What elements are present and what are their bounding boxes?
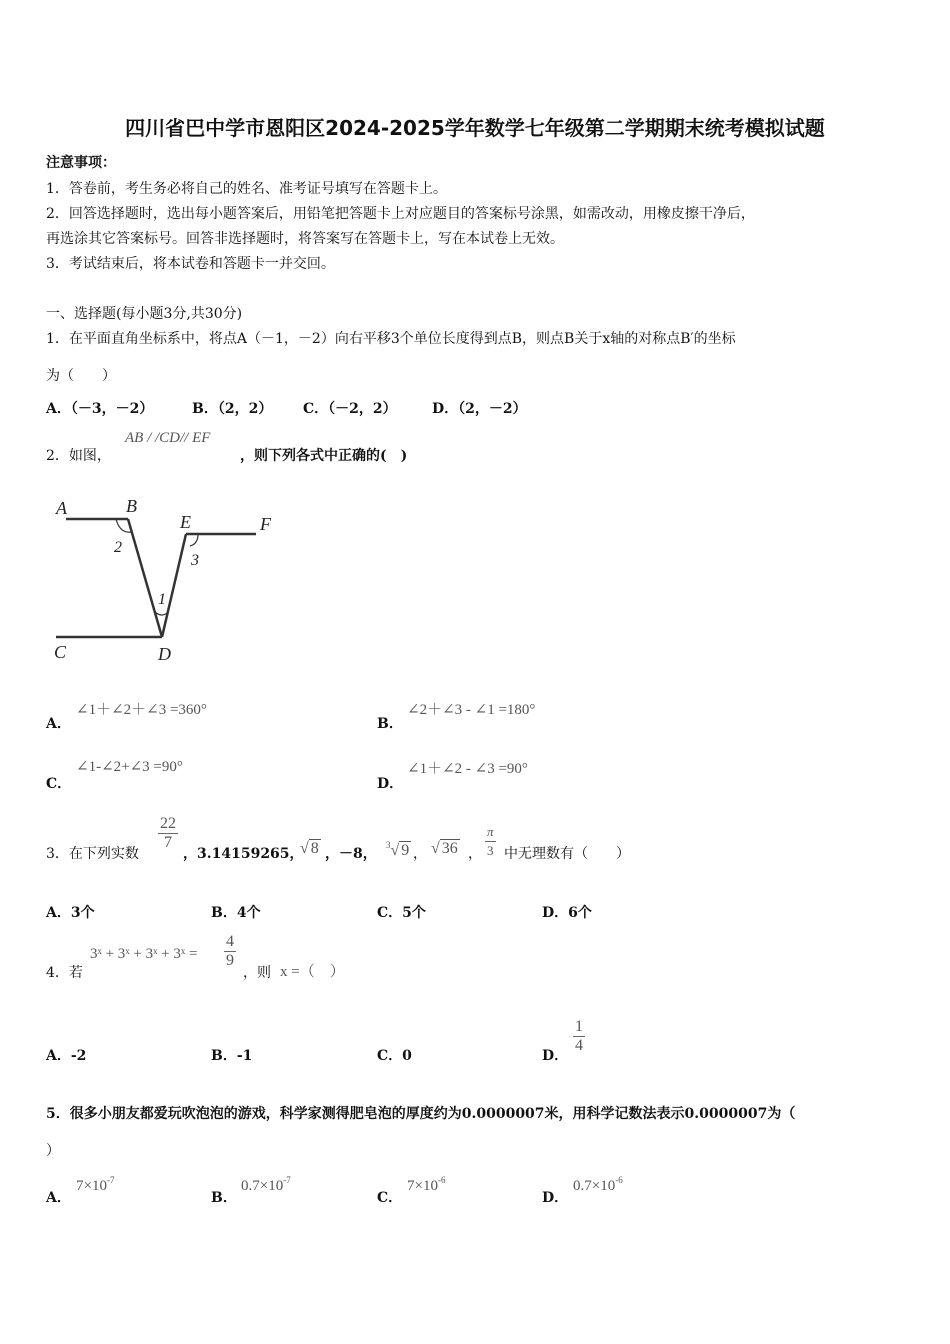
q2-math: AB / /CD// EF <box>125 430 211 446</box>
q5-d-exp: -6 <box>615 1175 623 1185</box>
q3-cbrt-9-value: 9 <box>401 842 410 859</box>
figure-label-b: B <box>126 496 137 516</box>
q5-option-d-math <box>573 1175 623 1195</box>
parallel-lines-figure <box>46 490 286 670</box>
note-3: 3．考试结束后，将本试卷和答题卡一并交回。 <box>46 256 335 272</box>
figure-label-e: E <box>180 512 191 532</box>
q3-sqrt-8-value: 8 <box>310 840 319 857</box>
q2-prefix: 2．如图， <box>46 448 111 464</box>
q1-stem: 1．在平面直角坐标系中，将点A（－1，－2）向右平移3个单位长度得到点B，则点B关于x轴的对称点B′的坐标 <box>46 331 736 347</box>
q5-option-b-label: B． <box>211 1190 237 1206</box>
q4-option-a: A．-2 <box>46 1048 87 1064</box>
page-title: 四川省巴中学市恩阳区2024-2025学年数学七年级第二学期期末统考模拟试题 <box>125 116 825 140</box>
q2-option-a-math: ∠1＋∠2＋∠3 =360° <box>76 702 207 718</box>
q5-option-a-math <box>76 1175 114 1195</box>
q5-b-exp: -7 <box>283 1175 291 1185</box>
q2-suffix: ，则下列各式中正确的( ) <box>240 448 408 464</box>
q4-option-b: B．-1 <box>211 1048 253 1064</box>
q3-fraction-den: 7 <box>164 834 172 851</box>
q3-option-a: A．3个 <box>46 905 95 921</box>
q4-prefix: 4．若 <box>46 965 83 981</box>
q4-fraction-num: 4 <box>226 933 234 950</box>
q1-option-d: D．（2，－2） <box>432 401 527 417</box>
q3-sqrt-36: √ 36 <box>431 840 458 857</box>
q3-prefix: 3．在下列实数 <box>46 846 139 862</box>
q3-sqrt-8: √ 8 <box>300 840 319 857</box>
q1-option-c: C．（－2，2） <box>303 401 397 417</box>
q3-cbrt-9: $^3$√ 9 <box>386 840 410 859</box>
q4-fraction <box>224 933 236 970</box>
note-2a: 2．回答选择题时，选出每小题答案后，用铅笔把答题卡上对应题目的答案标号涂黑，如需改动，用橡皮擦干净后， <box>46 206 755 222</box>
q3-s3: ， <box>413 846 427 862</box>
q3-suffix: 中无理数有（ ） <box>504 846 630 862</box>
q3-fraction-22-7 <box>158 815 178 852</box>
q3-pi-num: π <box>485 823 496 842</box>
q1-option-b: B．（2，2） <box>192 401 273 417</box>
angle-1-label: 1 <box>158 591 166 608</box>
q2-option-b-math: ∠2＋∠3 - ∠1 =180° <box>407 702 536 718</box>
q5-option-a-label: A． <box>46 1190 71 1206</box>
q3-s2: ，－8， <box>325 846 377 862</box>
section-heading: 一、选择题(每小题3分,共30分) <box>46 306 243 322</box>
q2-option-b-label: B． <box>377 716 403 732</box>
q4-x: x =（ ） <box>280 964 345 980</box>
q2-option-a-label: A． <box>46 716 71 732</box>
q1-stem-2: 为（ ） <box>46 368 116 384</box>
note-2b: 再选涂其它答案标号。回答非选择题时，将答案写在答题卡上，写在本试卷上无效。 <box>46 231 564 247</box>
notes-heading: 注意事项： <box>46 155 116 171</box>
q3-fraction-pi-3 <box>485 823 496 860</box>
q4-d-den: 4 <box>575 1037 583 1054</box>
q5-stem: 5．很多小朋友都爱玩吹泡泡的游戏，科学家测得肥皂泡的厚度约为0.0000007米，用科学记数法表示0.0000007为（ <box>46 1106 796 1122</box>
q5-option-d-label: D． <box>542 1190 569 1206</box>
q5-c-exp: -6 <box>437 1175 446 1185</box>
q3-option-d: D．6个 <box>542 905 592 921</box>
q3-pi-den: 3 <box>487 843 494 858</box>
q5-option-b-math <box>241 1175 291 1195</box>
note-1: 1．答卷前，考生务必将自己的姓名、准考证号填写在答题卡上。 <box>46 181 447 197</box>
q5-d-base: 0.7×10 <box>573 1178 616 1194</box>
q3-cbrt-index: 3 <box>386 840 391 850</box>
q2-option-c-math: ∠1-∠2+∠3 =90° <box>76 759 183 775</box>
q4-d-num: 1 <box>575 1018 583 1035</box>
q3-s1: ，3.14159265， <box>183 846 304 862</box>
figure-label-d: D <box>158 644 171 664</box>
q4-option-d-label: D． <box>542 1048 569 1064</box>
figure-label-c: C <box>54 642 67 662</box>
q4-option-d-fraction <box>573 1018 585 1055</box>
q1-option-a: A．（－3，－2） <box>46 401 154 417</box>
q4-lhs: 3ˣ + 3ˣ + 3ˣ + 3ˣ = <box>90 946 198 962</box>
angle-3-label: 3 <box>191 552 199 569</box>
q5-b-base: 0.7×10 <box>241 1178 284 1194</box>
q2-option-d-math: ∠1＋∠2 - ∠3 =90° <box>407 761 528 777</box>
figure-label-f: F <box>260 514 271 534</box>
q5-a-exp: -7 <box>106 1175 115 1185</box>
q5-option-c-label: C． <box>377 1190 403 1206</box>
q3-s4: ， <box>468 846 482 862</box>
angle-2-label: 2 <box>114 539 122 556</box>
q4-fraction-den: 9 <box>226 952 234 969</box>
q2-option-d-label: D． <box>377 776 404 792</box>
q5-option-c-math <box>407 1175 445 1195</box>
q5-a-base: 7×10 <box>76 1178 107 1194</box>
q5-stem-2: ） <box>46 1143 60 1159</box>
q5-c-base: 7×10 <box>407 1178 438 1194</box>
q4-suffix: ，则 <box>243 965 271 981</box>
q3-sqrt-36-value: 36 <box>441 840 458 857</box>
q4-option-c: C．0 <box>377 1048 412 1064</box>
figure-label-a: A <box>56 498 67 518</box>
q3-fraction-num: 22 <box>160 815 176 832</box>
q3-option-b: B．4个 <box>211 905 261 921</box>
q3-option-c: C．5个 <box>377 905 426 921</box>
q2-option-c-label: C． <box>46 776 72 792</box>
